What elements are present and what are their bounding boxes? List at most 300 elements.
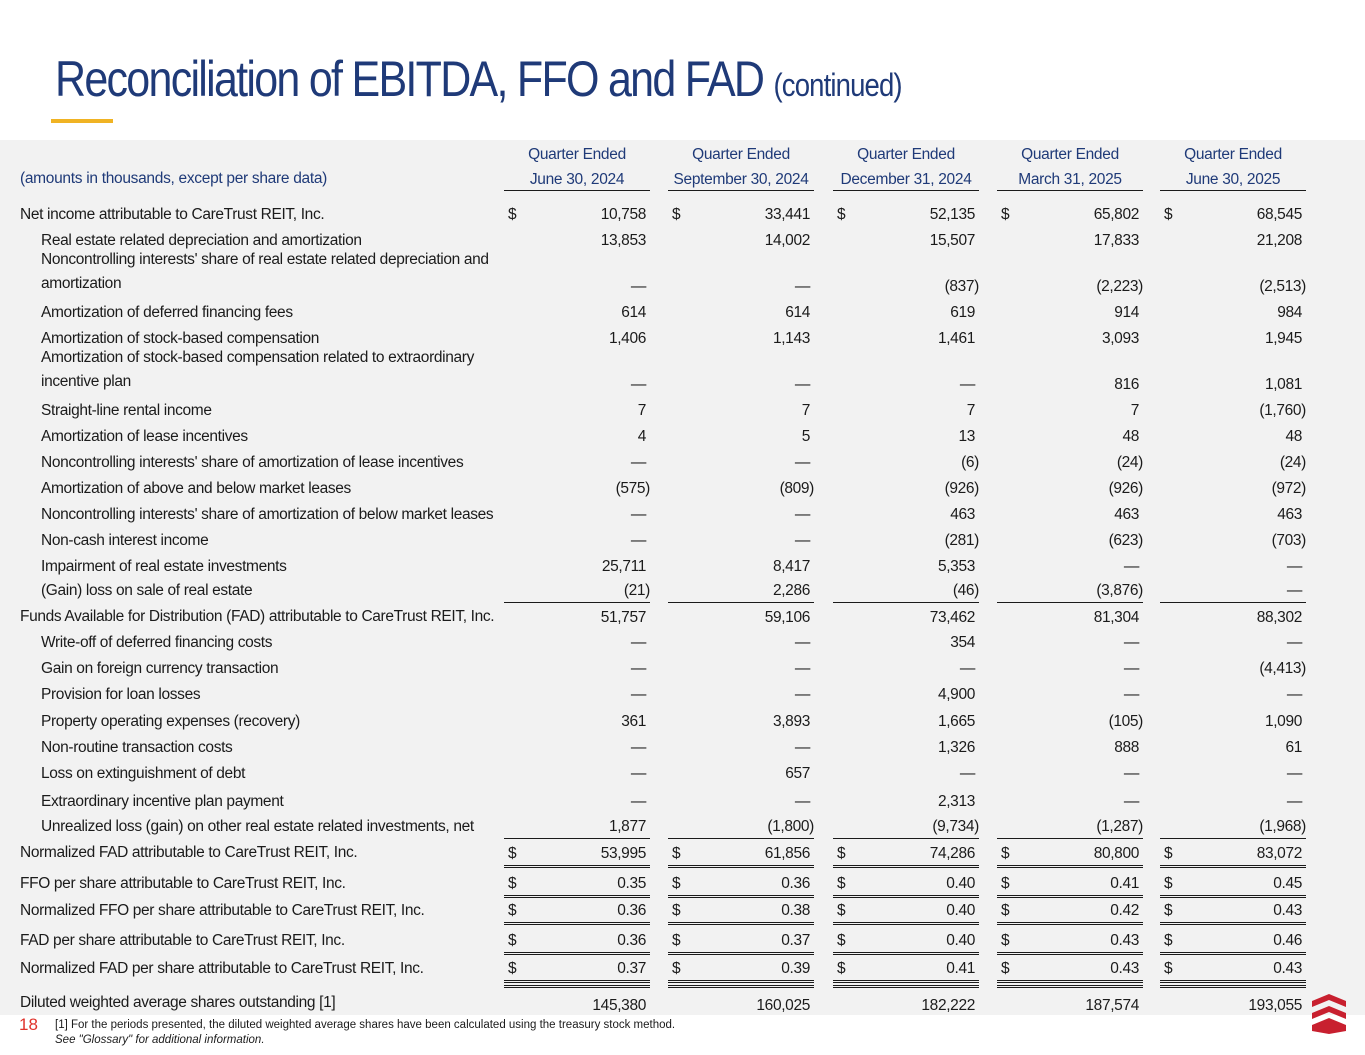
- cell-value: (24): [1116, 454, 1143, 471]
- row-label: (Gain) loss on sale of real estate: [41, 582, 253, 599]
- cell-value: (926): [1108, 480, 1143, 497]
- row-label-line2: amortization: [41, 275, 122, 292]
- row-label: Amortization of deferred financing fees: [41, 304, 293, 321]
- table-cell: [997, 252, 1143, 298]
- table-cell: [668, 628, 814, 654]
- cell-value: 187,574: [1085, 997, 1139, 1014]
- page-title-text: Reconciliation of EBITDA, FFO and FAD: [55, 51, 764, 107]
- column-header-3: [833, 142, 979, 191]
- cell-value: 33,441: [764, 206, 810, 223]
- cell-value: (2,513): [1259, 278, 1306, 295]
- cell-value: 65,802: [1093, 206, 1139, 223]
- table-cell: [1160, 396, 1306, 422]
- cell-value: (809): [779, 480, 814, 497]
- cell-value: 619: [950, 304, 975, 321]
- table-cell: [1160, 759, 1306, 785]
- dollar-sign: $: [1001, 902, 1010, 919]
- dollar-sign: $: [837, 932, 846, 949]
- cell-value: 914: [1114, 304, 1139, 321]
- table-cell: [668, 526, 814, 552]
- cell-value: —: [1286, 582, 1302, 599]
- title-underline-accent: [51, 119, 113, 123]
- table-row: [0, 200, 1365, 226]
- footnote-1: [1] For the periods presented, the diluted weighted average shares have been calculated using the treasury stock method.: [55, 1019, 676, 1031]
- cell-value: (105): [1108, 713, 1143, 730]
- table-row: [0, 578, 1365, 602]
- cell-value: —: [959, 660, 975, 677]
- row-label: Diluted weighted average shares outstanding [1]: [20, 994, 336, 1011]
- cell-value: —: [794, 686, 810, 703]
- table-cell: [997, 895, 1143, 925]
- cell-value: (1,760): [1259, 402, 1306, 419]
- cell-value: 25,711: [601, 558, 646, 575]
- table-cell: [668, 838, 814, 868]
- cell-value: —: [1123, 765, 1139, 782]
- cell-value: 48: [1122, 428, 1139, 445]
- row-label-line1: Noncontrolling interests' share of real estate related depreciation and: [41, 251, 489, 268]
- cell-value: 0.43: [1273, 902, 1302, 919]
- table-cell: [668, 422, 814, 448]
- table-cell: [1160, 552, 1306, 578]
- column-header-line2: September 30, 2024: [673, 171, 809, 188]
- table-cell: [833, 628, 979, 654]
- cell-value: (3,876): [1096, 582, 1143, 599]
- table-row: [0, 500, 1365, 526]
- caretrust-chevron-logo-icon: [1310, 990, 1348, 1034]
- cell-value: —: [794, 739, 810, 756]
- cell-value: —: [1286, 765, 1302, 782]
- dollar-sign: $: [508, 845, 517, 862]
- row-label: Extraordinary incentive plan payment: [41, 793, 284, 810]
- cell-value: 0.41: [946, 960, 975, 977]
- cell-value: 1,877: [608, 818, 646, 835]
- table-row: [0, 474, 1365, 500]
- row-label: Normalized FAD attributable to CareTrust REIT, Inc.: [20, 844, 358, 861]
- table-cell: [997, 324, 1143, 350]
- cell-value: 1,090: [1264, 713, 1302, 730]
- cell-value: 0.36: [617, 902, 646, 919]
- table-row: [0, 838, 1365, 864]
- cell-value: 15,507: [929, 232, 975, 249]
- cell-value: 984: [1277, 304, 1302, 321]
- cell-value: —: [1286, 558, 1302, 575]
- table-cell: [668, 448, 814, 474]
- cell-value: 5,353: [937, 558, 975, 575]
- dollar-sign: $: [672, 960, 681, 977]
- cell-value: (24): [1279, 454, 1306, 471]
- table-cell: [997, 985, 1143, 1017]
- table-cell: [504, 733, 650, 759]
- table-cell: [833, 602, 979, 629]
- cell-value: 463: [950, 506, 975, 523]
- dollar-sign: $: [1164, 206, 1173, 223]
- table-cell: [668, 602, 814, 629]
- cell-value: —: [1123, 793, 1139, 810]
- cell-value: 614: [785, 304, 810, 321]
- table-cell: [504, 324, 650, 350]
- dollar-sign: $: [508, 902, 517, 919]
- table-cell: [1160, 895, 1306, 925]
- table-cell: [504, 226, 650, 252]
- row-label: [41, 248, 489, 296]
- cell-value: 0.40: [946, 932, 975, 949]
- table-cell: [668, 324, 814, 350]
- table-cell: [833, 654, 979, 680]
- table-row: [0, 396, 1365, 422]
- row-label: Impairment of real estate investments: [41, 558, 287, 575]
- table-cell: [1160, 298, 1306, 324]
- table-cell: [997, 680, 1143, 706]
- cell-value: 81,304: [1093, 609, 1139, 626]
- table-cell: [668, 474, 814, 500]
- table-cell: [504, 654, 650, 680]
- cell-value: 888: [1114, 739, 1139, 756]
- table-row: [0, 706, 1365, 733]
- row-label: FFO per share attributable to CareTrust REIT, Inc.: [20, 875, 346, 892]
- table-row: [0, 552, 1365, 578]
- cell-value: —: [794, 660, 810, 677]
- table-cell: [833, 952, 979, 983]
- cell-value: 52,135: [929, 206, 975, 223]
- row-label: Write-off of deferred financing costs: [41, 634, 273, 651]
- table-row: [0, 350, 1365, 396]
- table-row: [0, 785, 1365, 813]
- table-cell: [833, 226, 979, 252]
- dollar-sign: $: [1001, 875, 1010, 892]
- table-row: [0, 252, 1365, 298]
- dollar-sign: $: [508, 206, 517, 223]
- table-cell: [504, 474, 650, 500]
- table-cell: [668, 895, 814, 925]
- table-cell: [997, 298, 1143, 324]
- table-cell: [1160, 706, 1306, 733]
- table-cell: [668, 680, 814, 706]
- table-cell: [997, 226, 1143, 252]
- row-label: Gain on foreign currency transaction: [41, 660, 279, 677]
- cell-value: 1,406: [608, 330, 646, 347]
- table-cell: [1160, 324, 1306, 350]
- cell-value: 1,081: [1264, 376, 1302, 393]
- table-cell: [668, 759, 814, 785]
- column-header-1: [504, 142, 650, 191]
- table-cell: [1160, 252, 1306, 298]
- cell-value: 1,461: [937, 330, 975, 347]
- cell-value: 8,417: [772, 558, 810, 575]
- cell-value: 0.43: [1273, 960, 1302, 977]
- row-label: Straight-line rental income: [41, 402, 212, 419]
- cell-value: (281): [944, 532, 979, 549]
- table-cell: [504, 813, 650, 838]
- table-cell: [504, 985, 650, 1017]
- cell-value: 0.43: [1110, 960, 1139, 977]
- cell-value: —: [794, 793, 810, 810]
- table-cell: [504, 952, 650, 983]
- cell-value: —: [630, 278, 646, 295]
- table-cell: [1160, 838, 1306, 868]
- row-label: Real estate related depreciation and amortization: [41, 232, 362, 249]
- page-number: 18: [19, 1015, 38, 1034]
- table-row: [0, 628, 1365, 654]
- column-header-line1: Quarter Ended: [857, 146, 955, 163]
- cell-value: 83,072: [1256, 845, 1302, 862]
- table-cell: [997, 759, 1143, 785]
- cell-value: 0.37: [781, 932, 810, 949]
- cell-value: —: [630, 532, 646, 549]
- table-cell: [833, 500, 979, 526]
- cell-value: 463: [1114, 506, 1139, 523]
- row-label: Non-routine transaction costs: [41, 739, 233, 756]
- row-label: FAD per share attributable to CareTrust REIT, Inc.: [20, 932, 345, 949]
- cell-value: (1,968): [1259, 818, 1306, 835]
- column-header-5: [1160, 142, 1306, 191]
- column-header-4: [997, 142, 1143, 191]
- table-cell: [833, 298, 979, 324]
- table-cell: [833, 252, 979, 298]
- cell-value: —: [630, 765, 646, 782]
- table-cell: [1160, 985, 1306, 1017]
- cell-value: 1,143: [772, 330, 810, 347]
- table-cell: [504, 252, 650, 298]
- table-cell: [504, 578, 650, 602]
- dollar-sign: $: [1001, 845, 1010, 862]
- cell-value: —: [1123, 558, 1139, 575]
- table-cell: [504, 706, 650, 733]
- table-cell: [504, 628, 650, 654]
- table-cell: [504, 422, 650, 448]
- table-cell: [997, 474, 1143, 500]
- row-label: Funds Available for Distribution (FAD) attributable to CareTrust REIT, Inc.: [20, 608, 495, 625]
- dollar-sign: $: [508, 960, 517, 977]
- cell-value: 657: [785, 765, 810, 782]
- table-cell: [668, 200, 814, 226]
- table-cell: [833, 200, 979, 226]
- dollar-sign: $: [1164, 875, 1173, 892]
- table-cell: [833, 350, 979, 396]
- table-row: [0, 680, 1365, 706]
- table-cell: [997, 578, 1143, 602]
- cell-value: (46): [952, 582, 979, 599]
- cell-value: —: [1286, 686, 1302, 703]
- row-label: Noncontrolling interests' share of amortization of lease incentives: [41, 454, 464, 471]
- cell-value: 463: [1277, 506, 1302, 523]
- table-cell: [833, 578, 979, 602]
- cell-value: —: [630, 506, 646, 523]
- table-row: [0, 759, 1365, 785]
- cell-value: (703): [1271, 532, 1306, 549]
- table-cell: [1160, 474, 1306, 500]
- table-cell: [997, 654, 1143, 680]
- dollar-sign: $: [837, 845, 846, 862]
- dollar-sign: $: [1164, 845, 1173, 862]
- column-header-line2: June 30, 2024: [529, 171, 625, 188]
- cell-value: 0.40: [946, 875, 975, 892]
- amounts-note: (amounts in thousands, except per share data): [20, 170, 328, 187]
- cell-value: 0.36: [781, 875, 810, 892]
- cell-value: —: [794, 278, 810, 295]
- cell-value: 182,222: [921, 997, 975, 1014]
- cell-value: 0.42: [1110, 902, 1139, 919]
- table-cell: [668, 985, 814, 1017]
- cell-value: 13,853: [600, 232, 646, 249]
- table-cell: [668, 706, 814, 733]
- cell-value: 59,106: [764, 609, 810, 626]
- table-row: [0, 733, 1365, 759]
- dollar-sign: $: [672, 845, 681, 862]
- table-cell: [668, 350, 814, 396]
- dollar-sign: $: [1164, 932, 1173, 949]
- table-cell: [833, 759, 979, 785]
- table-cell: [1160, 500, 1306, 526]
- table-cell: [504, 298, 650, 324]
- table-cell: [997, 733, 1143, 759]
- cell-value: 354: [950, 634, 975, 651]
- cell-value: 3,893: [772, 713, 810, 730]
- table-cell: [833, 838, 979, 868]
- column-header-2: [668, 142, 814, 191]
- table-row: [0, 872, 1365, 895]
- table-cell: [668, 952, 814, 983]
- cell-value: 361: [621, 713, 646, 730]
- table-cell: [1160, 602, 1306, 629]
- cell-value: (1,287): [1096, 818, 1143, 835]
- cell-value: 7: [966, 402, 975, 419]
- table-cell: [668, 733, 814, 759]
- footnote-glossary: See "Glossary" for additional information.: [55, 1034, 265, 1046]
- table-cell: [997, 952, 1143, 983]
- page-title: [55, 52, 902, 107]
- column-header-line1: Quarter Ended: [692, 146, 790, 163]
- table-row: [0, 813, 1365, 838]
- table-cell: [997, 838, 1143, 868]
- cell-value: —: [1286, 634, 1302, 651]
- table-cell: [997, 526, 1143, 552]
- table-cell: [1160, 785, 1306, 813]
- table-cell: [1160, 628, 1306, 654]
- row-label: Net income attributable to CareTrust REIT, Inc.: [20, 206, 325, 223]
- table-cell: [1160, 680, 1306, 706]
- cell-value: —: [1123, 686, 1139, 703]
- cell-value: 816: [1114, 376, 1139, 393]
- table-cell: [1160, 226, 1306, 252]
- row-label-line1: Amortization of stock-based compensation related to extraordinary: [41, 349, 475, 366]
- cell-value: —: [630, 793, 646, 810]
- table-cell: [504, 680, 650, 706]
- cell-value: 0.38: [781, 902, 810, 919]
- cell-value: 7: [637, 402, 646, 419]
- table-cell: [504, 838, 650, 868]
- table-cell: [668, 578, 814, 602]
- row-label: Non-cash interest income: [41, 532, 209, 549]
- table-cell: [997, 448, 1143, 474]
- dollar-sign: $: [837, 875, 846, 892]
- dollar-sign: $: [1001, 932, 1010, 949]
- cell-value: 614: [621, 304, 646, 321]
- row-label: Normalized FAD per share attributable to CareTrust REIT, Inc.: [20, 960, 424, 977]
- cell-value: 68,545: [1256, 206, 1302, 223]
- table-cell: [1160, 952, 1306, 983]
- cell-value: 193,055: [1248, 997, 1302, 1014]
- table-cell: [997, 785, 1143, 813]
- cell-value: (6): [961, 454, 979, 471]
- cell-value: 4,900: [937, 686, 975, 703]
- row-label: Amortization of above and below market leases: [41, 480, 351, 497]
- cell-value: —: [794, 634, 810, 651]
- table-row: [0, 985, 1365, 1014]
- cell-value: 0.41: [1110, 875, 1139, 892]
- row-label: Provision for loan losses: [41, 686, 201, 703]
- cell-value: —: [959, 376, 975, 393]
- table-cell: [1160, 733, 1306, 759]
- row-label: [41, 346, 474, 394]
- cell-value: 3,093: [1101, 330, 1139, 347]
- table-row: [0, 895, 1365, 922]
- table-cell: [504, 500, 650, 526]
- table-cell: [997, 350, 1143, 396]
- table-cell: [504, 448, 650, 474]
- cell-value: 17,833: [1093, 232, 1139, 249]
- column-header-line2: March 31, 2025: [1018, 171, 1122, 188]
- cell-value: 0.39: [781, 960, 810, 977]
- cell-value: 7: [1130, 402, 1139, 419]
- table-row: [0, 448, 1365, 474]
- table-cell: [833, 396, 979, 422]
- table-cell: [504, 602, 650, 629]
- dollar-sign: $: [837, 960, 846, 977]
- table-cell: [668, 813, 814, 838]
- cell-value: (926): [944, 480, 979, 497]
- table-cell: [833, 526, 979, 552]
- cell-value: 2,313: [937, 793, 975, 810]
- cell-value: 0.45: [1273, 875, 1302, 892]
- table-cell: [668, 928, 814, 955]
- table-cell: [833, 474, 979, 500]
- table-row: [0, 422, 1365, 448]
- row-label: Normalized FFO per share attributable to CareTrust REIT, Inc.: [20, 902, 425, 919]
- table-cell: [833, 680, 979, 706]
- cell-value: 88,302: [1256, 609, 1302, 626]
- cell-value: —: [1123, 660, 1139, 677]
- cell-value: 1,665: [937, 713, 975, 730]
- table-cell: [833, 985, 979, 1017]
- column-header-line1: Quarter Ended: [1184, 146, 1282, 163]
- dollar-sign: $: [508, 932, 517, 949]
- cell-value: 14,002: [764, 232, 810, 249]
- table-cell: [1160, 350, 1306, 396]
- row-label: Unrealized loss (gain) on other real estate related investments, net: [41, 818, 474, 835]
- page-title-suffix: (continued): [773, 67, 902, 103]
- cell-value: (4,413): [1259, 660, 1306, 677]
- cell-value: —: [959, 765, 975, 782]
- table-cell: [504, 785, 650, 813]
- table-cell: [668, 500, 814, 526]
- table-cell: [504, 759, 650, 785]
- dollar-sign: $: [672, 206, 681, 223]
- cell-value: —: [794, 532, 810, 549]
- table-cell: [1160, 526, 1306, 552]
- table-row: [0, 602, 1365, 628]
- table-cell: [668, 226, 814, 252]
- column-header-line2: June 30, 2025: [1185, 171, 1281, 188]
- cell-value: 0.35: [617, 875, 646, 892]
- cell-value: 53,995: [600, 845, 646, 862]
- table-cell: [997, 602, 1143, 629]
- cell-value: 13: [958, 428, 975, 445]
- cell-value: 1,326: [937, 739, 975, 756]
- table-cell: [833, 928, 979, 955]
- cell-value: (1,800): [767, 818, 814, 835]
- cell-value: 10,758: [600, 206, 646, 223]
- table-cell: [504, 895, 650, 925]
